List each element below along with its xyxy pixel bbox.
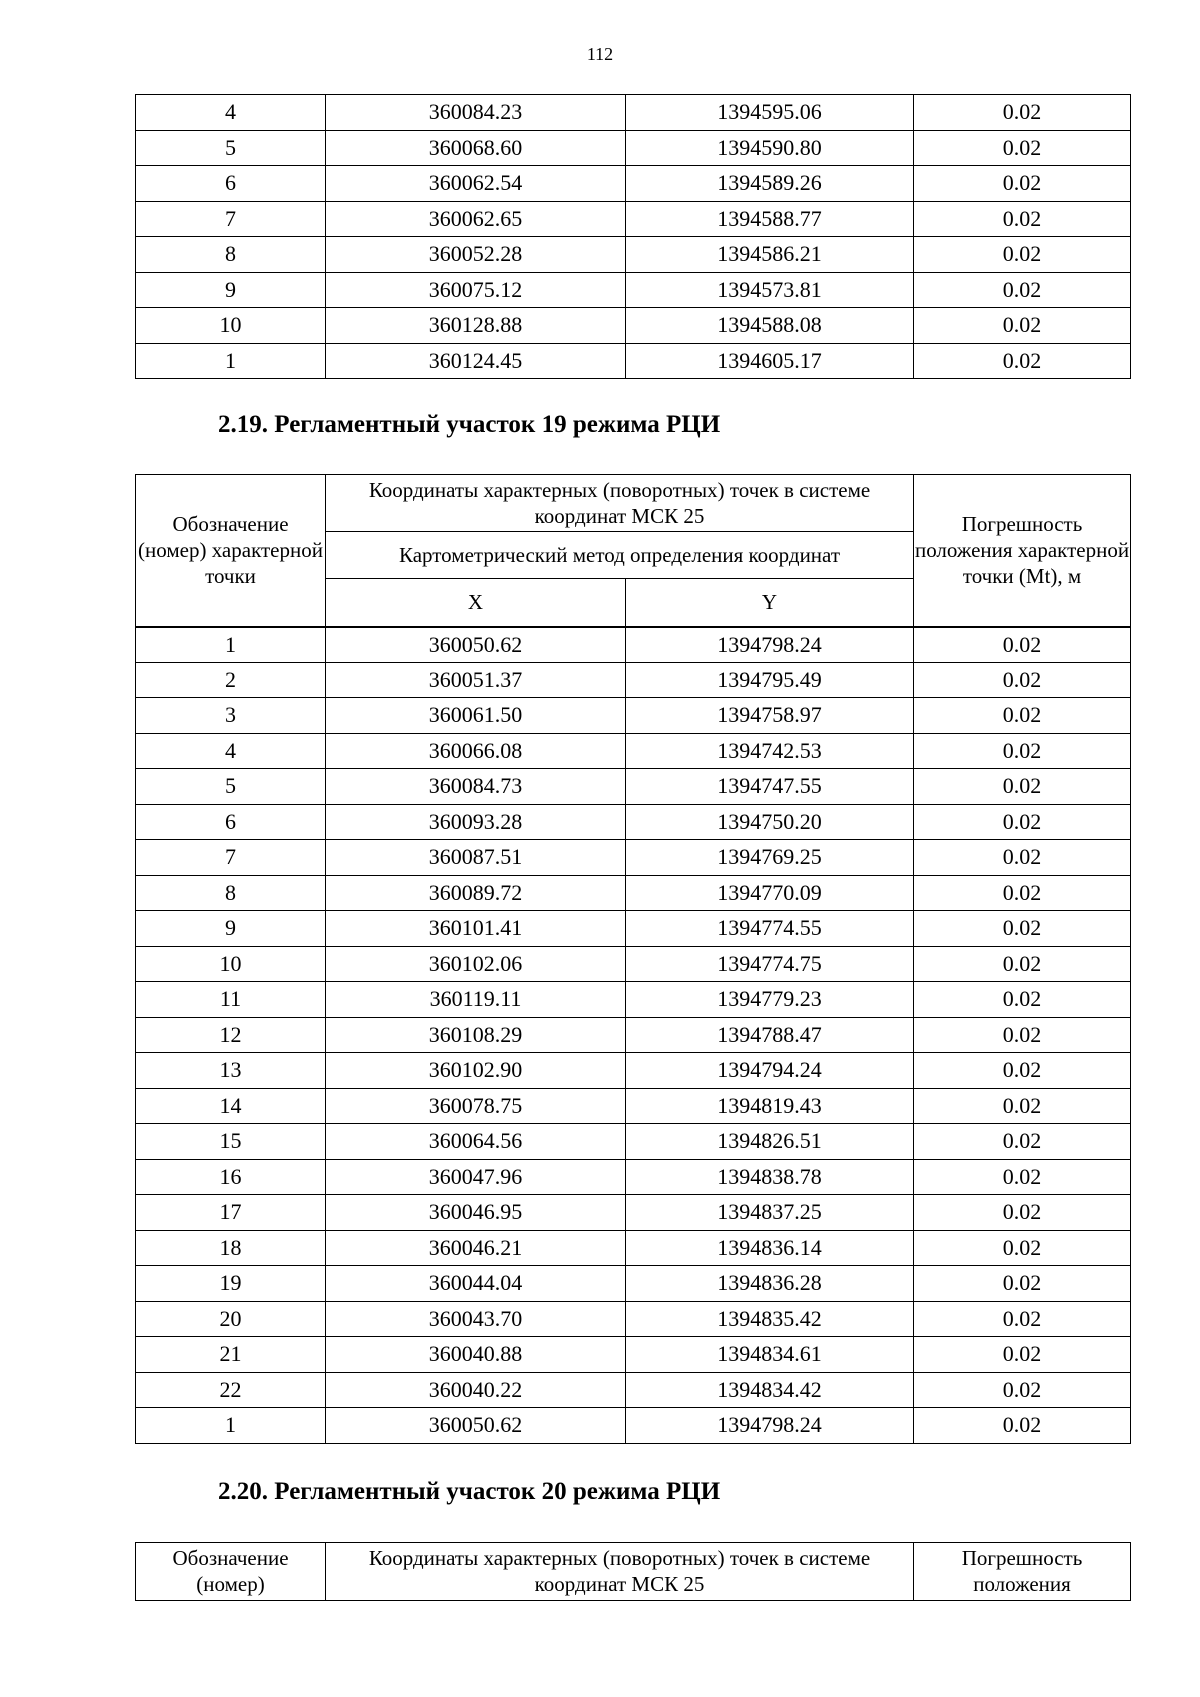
table-row: [136, 1301, 1131, 1337]
cell-point-number: 19: [136, 1266, 326, 1302]
cell-error: 0.02: [914, 698, 1131, 734]
cell-x: 360061.50: [326, 698, 626, 734]
cell-x: 360089.72: [326, 875, 626, 911]
table-row: [136, 1337, 1131, 1373]
cell-point-number: 1: [136, 627, 326, 663]
cell-x: 360062.54: [326, 166, 626, 202]
table-row: [136, 1053, 1131, 1089]
cell-y: 1394573.81: [626, 272, 914, 308]
cell-point-number: 20: [136, 1301, 326, 1337]
table-row: [136, 1195, 1131, 1231]
cell-point-number: 1: [136, 343, 326, 379]
section-heading-19: 2.19. Регламентный участок 19 режима РЦИ: [218, 411, 721, 438]
cell-point-number: 7: [136, 840, 326, 876]
cell-x: 360052.28: [326, 237, 626, 273]
cell-error: 0.02: [914, 627, 1131, 663]
cell-error: 0.02: [914, 1266, 1131, 1302]
cell-y: 1394788.47: [626, 1017, 914, 1053]
cell-x: 360040.88: [326, 1337, 626, 1373]
cell-y: 1394588.77: [626, 201, 914, 237]
cell-error: 0.02: [914, 237, 1131, 273]
table-row: [136, 308, 1131, 344]
cell-x: 360051.37: [326, 662, 626, 698]
cell-error: 0.02: [914, 1230, 1131, 1266]
cell-point-number: 17: [136, 1195, 326, 1231]
cell-y: 1394770.09: [626, 875, 914, 911]
cell-x: 360128.88: [326, 308, 626, 344]
table-row: [136, 201, 1131, 237]
cell-y: 1394798.24: [626, 1408, 914, 1444]
header-position-error: Погрешность положения: [914, 1543, 1131, 1601]
cell-error: 0.02: [914, 95, 1131, 131]
cell-x: 360046.95: [326, 1195, 626, 1231]
cell-point-number: 13: [136, 1053, 326, 1089]
cell-error: 0.02: [914, 769, 1131, 805]
cell-y: 1394774.55: [626, 911, 914, 947]
table-row: [136, 1017, 1131, 1053]
cell-error: 0.02: [914, 733, 1131, 769]
cell-point-number: 3: [136, 698, 326, 734]
coordinates-table-19: [135, 474, 1131, 1444]
table-row: [136, 911, 1131, 947]
cell-error: 0.02: [914, 308, 1131, 344]
cell-x: 360064.56: [326, 1124, 626, 1160]
cell-x: 360093.28: [326, 804, 626, 840]
header-method: Картометрический метод определения координат: [326, 532, 914, 579]
cell-y: 1394835.42: [626, 1301, 914, 1337]
cell-point-number: 22: [136, 1372, 326, 1408]
cell-y: 1394747.55: [626, 769, 914, 805]
header-point-designation: Обозначение (номер) характерной точки: [136, 475, 326, 627]
table-row: [136, 946, 1131, 982]
header-y: Y: [626, 579, 914, 627]
header-x: X: [326, 579, 626, 627]
table-row: [136, 1124, 1131, 1160]
cell-error: 0.02: [914, 1195, 1131, 1231]
cell-x: 360087.51: [326, 840, 626, 876]
cell-y: 1394774.75: [626, 946, 914, 982]
cell-y: 1394834.61: [626, 1337, 914, 1373]
header-coordinates-system: Координаты характерных (поворотных) точек в системе координат МСК 25: [326, 475, 914, 532]
cell-y: 1394595.06: [626, 95, 914, 131]
table-row: [136, 272, 1131, 308]
cell-error: 0.02: [914, 911, 1131, 947]
cell-x: 360044.04: [326, 1266, 626, 1302]
cell-y: 1394586.21: [626, 237, 914, 273]
cell-x: 360102.06: [326, 946, 626, 982]
cell-x: 360075.12: [326, 272, 626, 308]
cell-point-number: 4: [136, 733, 326, 769]
cell-y: 1394836.14: [626, 1230, 914, 1266]
table-row: [136, 130, 1131, 166]
cell-error: 0.02: [914, 982, 1131, 1018]
cell-point-number: 2: [136, 662, 326, 698]
cell-error: 0.02: [914, 1301, 1131, 1337]
cell-point-number: 7: [136, 201, 326, 237]
cell-point-number: 21: [136, 1337, 326, 1373]
table-row: [136, 840, 1131, 876]
cell-error: 0.02: [914, 1088, 1131, 1124]
cell-x: 360043.70: [326, 1301, 626, 1337]
cell-point-number: 6: [136, 804, 326, 840]
cell-x: 360124.45: [326, 343, 626, 379]
header-point-designation: Обозначение (номер): [136, 1543, 326, 1601]
cell-y: 1394798.24: [626, 627, 914, 663]
cell-error: 0.02: [914, 804, 1131, 840]
cell-point-number: 10: [136, 308, 326, 344]
cell-x: 360108.29: [326, 1017, 626, 1053]
cell-y: 1394750.20: [626, 804, 914, 840]
cell-y: 1394769.25: [626, 840, 914, 876]
table-row: [136, 1266, 1131, 1302]
cell-y: 1394838.78: [626, 1159, 914, 1195]
table-row: [136, 1088, 1131, 1124]
table-row: [136, 698, 1131, 734]
cell-x: 360084.73: [326, 769, 626, 805]
cell-y: 1394794.24: [626, 1053, 914, 1089]
cell-point-number: 9: [136, 911, 326, 947]
cell-y: 1394588.08: [626, 308, 914, 344]
table-row: [136, 662, 1131, 698]
cell-error: 0.02: [914, 201, 1131, 237]
cell-point-number: 14: [136, 1088, 326, 1124]
table-row: [136, 733, 1131, 769]
cell-point-number: 10: [136, 946, 326, 982]
cell-error: 0.02: [914, 272, 1131, 308]
cell-y: 1394779.23: [626, 982, 914, 1018]
table-row: [136, 875, 1131, 911]
cell-x: 360047.96: [326, 1159, 626, 1195]
cell-point-number: 8: [136, 875, 326, 911]
cell-x: 360040.22: [326, 1372, 626, 1408]
cell-error: 0.02: [914, 166, 1131, 202]
cell-error: 0.02: [914, 875, 1131, 911]
cell-y: 1394795.49: [626, 662, 914, 698]
table-row: [136, 166, 1131, 202]
table-row: [136, 1408, 1131, 1444]
cell-y: 1394834.42: [626, 1372, 914, 1408]
table-row: [136, 1372, 1131, 1408]
cell-error: 0.02: [914, 946, 1131, 982]
cell-y: 1394758.97: [626, 698, 914, 734]
cell-y: 1394742.53: [626, 733, 914, 769]
cell-point-number: 1: [136, 1408, 326, 1444]
table-row: [136, 804, 1131, 840]
table-row: [136, 95, 1131, 131]
cell-error: 0.02: [914, 1124, 1131, 1160]
header-coordinates-system: Координаты характерных (поворотных) точек в системе координат МСК 25: [326, 1543, 914, 1601]
cell-y: 1394837.25: [626, 1195, 914, 1231]
cell-error: 0.02: [914, 1053, 1131, 1089]
cell-point-number: 18: [136, 1230, 326, 1266]
cell-point-number: 5: [136, 769, 326, 805]
page-number: 112: [586, 44, 614, 64]
cell-point-number: 16: [136, 1159, 326, 1195]
cell-x: 360101.41: [326, 911, 626, 947]
cell-x: 360068.60: [326, 130, 626, 166]
coordinates-table-20: [135, 1542, 1131, 1601]
section-heading-20: 2.20. Регламентный участок 20 режима РЦИ: [218, 1478, 721, 1505]
cell-x: 360050.62: [326, 1408, 626, 1444]
cell-y: 1394836.28: [626, 1266, 914, 1302]
table-row: [136, 237, 1131, 273]
cell-y: 1394590.80: [626, 130, 914, 166]
table-row: [136, 769, 1131, 805]
cell-error: 0.02: [914, 1408, 1131, 1444]
table-row: [136, 1230, 1131, 1266]
cell-y: 1394589.26: [626, 166, 914, 202]
cell-x: 360119.11: [326, 982, 626, 1018]
cell-error: 0.02: [914, 1159, 1131, 1195]
cell-x: 360062.65: [326, 201, 626, 237]
cell-point-number: 5: [136, 130, 326, 166]
table-row: [136, 627, 1131, 663]
table-row: [136, 982, 1131, 1018]
cell-error: 0.02: [914, 1017, 1131, 1053]
cell-point-number: 11: [136, 982, 326, 1018]
cell-point-number: 4: [136, 95, 326, 131]
cell-error: 0.02: [914, 130, 1131, 166]
cell-y: 1394819.43: [626, 1088, 914, 1124]
coordinates-table-continued: [135, 94, 1131, 379]
cell-point-number: 15: [136, 1124, 326, 1160]
table-row: [136, 1159, 1131, 1195]
cell-y: 1394605.17: [626, 343, 914, 379]
cell-x: 360066.08: [326, 733, 626, 769]
table-row: [136, 343, 1131, 379]
cell-x: 360084.23: [326, 95, 626, 131]
cell-error: 0.02: [914, 840, 1131, 876]
cell-x: 360078.75: [326, 1088, 626, 1124]
cell-error: 0.02: [914, 343, 1131, 379]
cell-x: 360102.90: [326, 1053, 626, 1089]
cell-point-number: 12: [136, 1017, 326, 1053]
cell-error: 0.02: [914, 1337, 1131, 1373]
cell-error: 0.02: [914, 662, 1131, 698]
header-position-error: Погрешность положения характерной точки (Mt), м: [914, 475, 1131, 627]
cell-error: 0.02: [914, 1372, 1131, 1408]
cell-x: 360046.21: [326, 1230, 626, 1266]
cell-x: 360050.62: [326, 627, 626, 663]
cell-point-number: 9: [136, 272, 326, 308]
cell-y: 1394826.51: [626, 1124, 914, 1160]
cell-point-number: 8: [136, 237, 326, 273]
cell-point-number: 6: [136, 166, 326, 202]
